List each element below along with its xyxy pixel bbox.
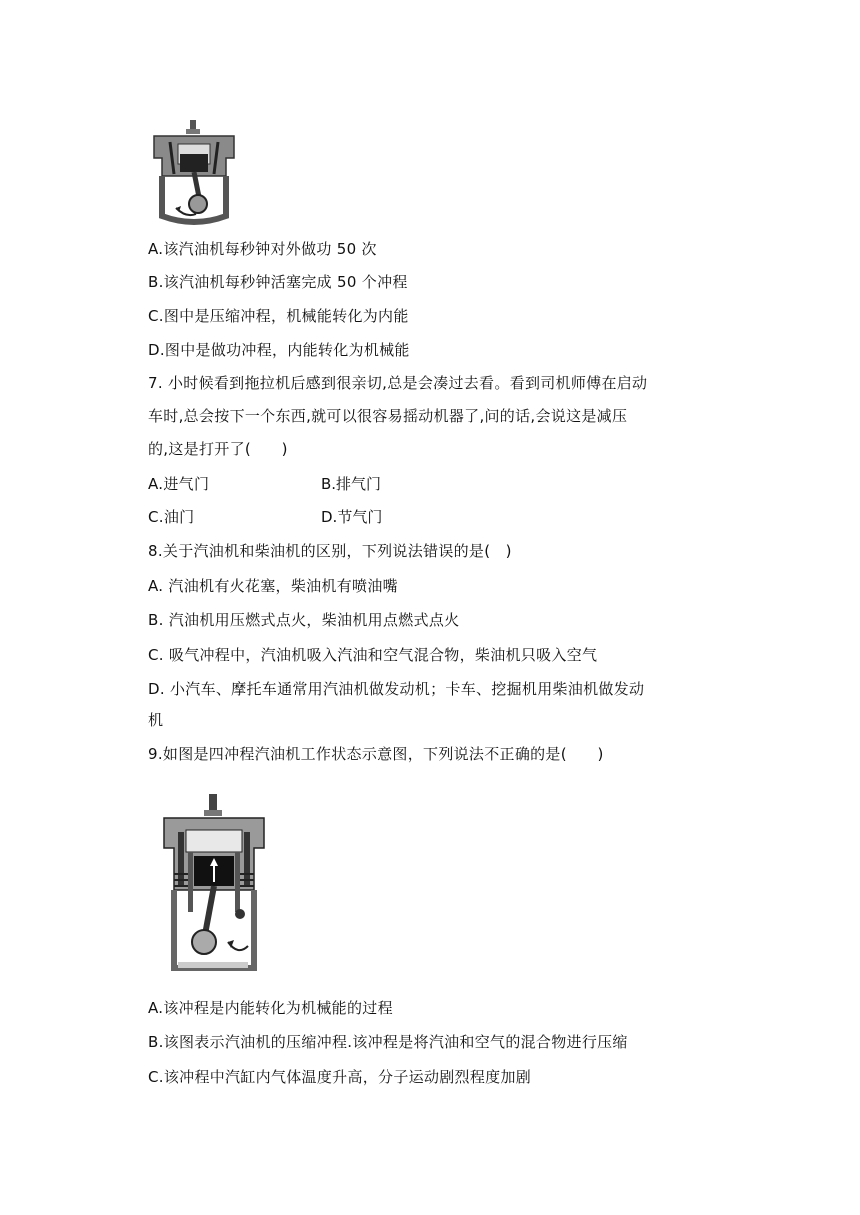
q9-option-a: A.该冲程是内能转化为机械能的过程 — [148, 999, 393, 1017]
q9-option-b: B.该图表示汽油机的压缩冲程.该冲程是将汽油和空气的混合物进行压缩 — [148, 1033, 628, 1051]
q8-option-a: A. 汽油机有火花塞，柴油机有喷油嘴 — [148, 577, 398, 595]
engine-diagram-2 — [158, 790, 270, 974]
engine-diagram-1 — [148, 118, 240, 226]
q8-option-b: B. 汽油机用压燃式点火，柴油机用点燃式点火 — [148, 611, 460, 629]
q7-option-b: B.排气门 — [321, 475, 382, 493]
q8-option-c: C. 吸气冲程中，汽油机吸入汽油和空气混合物，柴油机只吸入空气 — [148, 646, 598, 664]
q7-stem-line-1: 7. 小时候看到拖拉机后感到很亲切,总是会凑过去看。看到司机师傅在启动 — [148, 374, 648, 392]
q8-option-d-line-2: 机 — [148, 711, 164, 729]
q6-option-a: A.该汽油机每秒钟对外做功 50 次 — [148, 240, 377, 258]
q9-stem: 9.如图是四冲程汽油机工作状态示意图，下列说法不正确的是( ) — [148, 745, 604, 763]
q7-stem-line-2: 车时,总会按下一个东西,就可以很容易摇动机器了,问的话,会说这是减压 — [148, 407, 628, 425]
q7-option-d: D.节气门 — [321, 508, 383, 526]
q7-stem-line-3: 的,这是打开了( ) — [148, 440, 288, 458]
q7-option-c: C.油门 — [148, 508, 195, 526]
q6-option-c: C.图中是压缩冲程，机械能转化为内能 — [148, 307, 409, 325]
q9-option-c: C.该冲程中汽缸内气体温度升高，分子运动剧烈程度加剧 — [148, 1068, 532, 1086]
q8-option-d-line-1: D. 小汽车、摩托车通常用汽油机做发动机；卡车、挖掘机用柴油机做发动 — [148, 680, 645, 698]
q8-stem: 8.关于汽油机和柴油机的区别，下列说法错误的是( ) — [148, 542, 512, 560]
q6-option-b: B.该汽油机每秒钟活塞完成 50 个冲程 — [148, 273, 408, 291]
q7-option-a: A.进气门 — [148, 475, 210, 493]
q6-option-d: D.图中是做功冲程，内能转化为机械能 — [148, 341, 410, 359]
